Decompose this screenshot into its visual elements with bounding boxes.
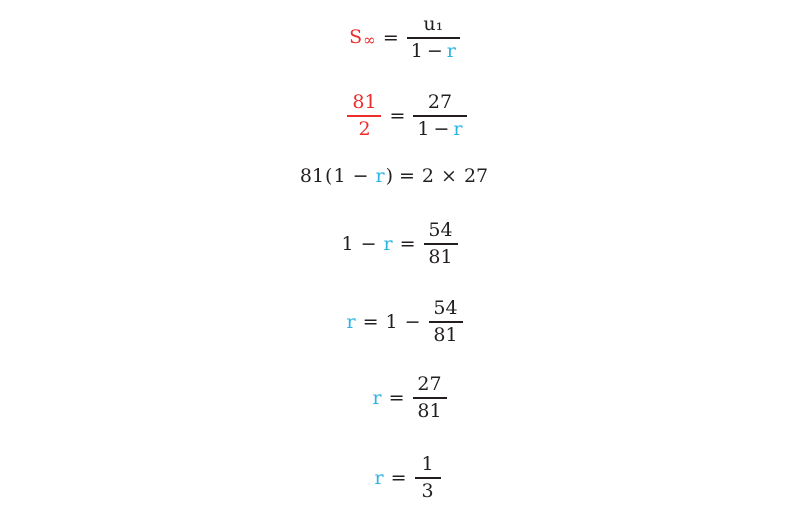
equation-step-2 xyxy=(0,88,800,144)
step3-close-paren: ) xyxy=(385,164,393,187)
step3-one: 1 xyxy=(333,164,346,187)
step3-twentyseven: 27 xyxy=(463,164,489,187)
equation-step-7 xyxy=(0,450,800,506)
step3-r: r xyxy=(375,164,385,187)
step7-numerator: 1 xyxy=(421,453,434,476)
step3-two: 2 xyxy=(421,164,435,187)
step4-equals: = xyxy=(399,232,416,255)
step1-s-symbol: S∞ xyxy=(349,25,376,50)
step5-numerator: 54 xyxy=(433,297,458,320)
step3-coefficient: 81 xyxy=(299,164,325,187)
step2-right-numerator: 27 xyxy=(427,91,453,114)
step1-infinity-subscript: ∞ xyxy=(363,31,376,50)
step5-denominator: 81 xyxy=(433,323,458,346)
equation-step-3 xyxy=(0,158,800,194)
step2-equals: = xyxy=(389,104,406,127)
step2-left-denominator: 2 xyxy=(358,117,371,140)
step7-equals: = xyxy=(390,466,407,489)
step3-equals: = xyxy=(399,164,415,187)
step7-denominator: 3 xyxy=(421,479,434,502)
step2-left-fraction xyxy=(347,93,381,139)
step2-left-numerator: 81 xyxy=(352,91,377,114)
step6-r: r xyxy=(372,386,382,409)
step6-fraction xyxy=(413,375,447,421)
step6-equals: = xyxy=(388,386,405,409)
step5-one: 1 xyxy=(385,310,398,333)
equation-step-5 xyxy=(0,294,800,350)
step6-numerator: 27 xyxy=(417,373,442,396)
step1-denominator: 1 − r xyxy=(410,39,456,62)
step4-r: r xyxy=(383,232,393,255)
step4-numerator: 54 xyxy=(428,219,453,242)
step5-minus: − xyxy=(404,310,421,333)
step4-denominator: 81 xyxy=(428,245,453,268)
step4-minus: − xyxy=(360,232,377,255)
step1-fraction xyxy=(407,15,460,61)
step5-fraction xyxy=(429,299,463,345)
step4-one: 1 xyxy=(341,232,354,255)
step1-r-denominator: r xyxy=(446,39,456,62)
step5-equals: = xyxy=(362,310,379,333)
step1-equals: = xyxy=(382,26,399,49)
step3-open-paren: ( xyxy=(325,164,333,187)
step2-r-denominator: r xyxy=(453,117,463,140)
step3-minus: − xyxy=(352,164,369,187)
equation-step-4 xyxy=(0,216,800,272)
step2-right-denominator: 1 − r xyxy=(417,117,463,140)
step4-fraction xyxy=(424,221,458,267)
step1-numerator: u₁ xyxy=(423,13,444,36)
step7-r: r xyxy=(374,466,384,489)
equation-step-1 xyxy=(0,12,800,64)
step2-right-fraction xyxy=(413,93,466,139)
step6-denominator: 81 xyxy=(417,399,442,422)
step7-fraction xyxy=(415,455,441,501)
step5-r: r xyxy=(346,310,356,333)
equation-step-6 xyxy=(0,370,800,426)
step3-times: × xyxy=(441,164,457,187)
